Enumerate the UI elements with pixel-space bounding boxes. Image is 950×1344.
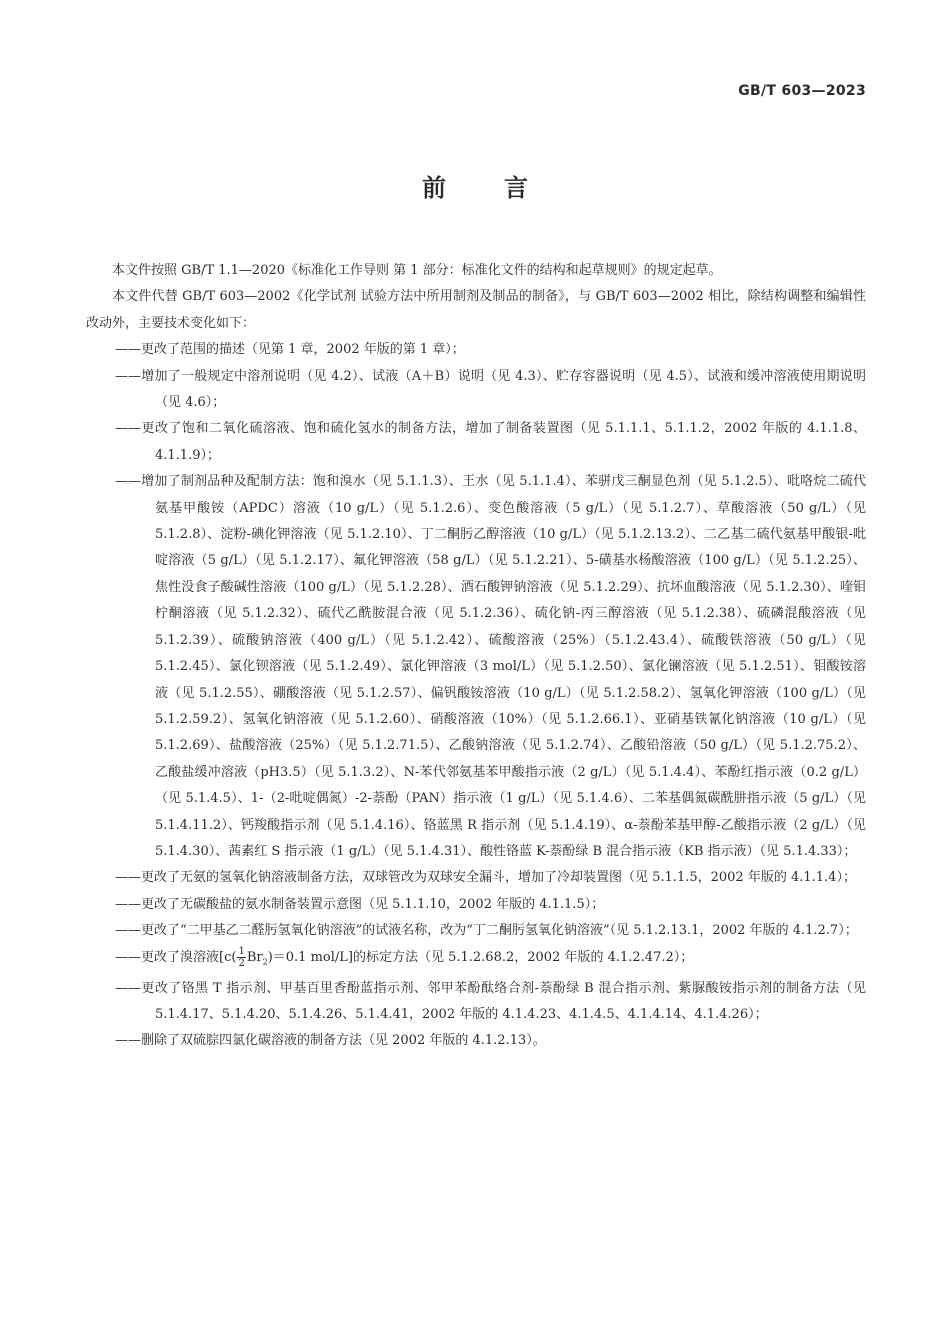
bromine-text-before: ——更改了溴溶液[c(	[115, 949, 237, 965]
list-item: ——增加了制剂品种及配制方法：饱和溴水（见 5.1.1.3）、王水（见 5.1.1.4）、苯骈戊三酮显色剂（见 5.1.2.5）、吡咯烷二硫代氨基甲酸铵（APDC）溶液（10 g/L）（见 5.1.2.6）、变色酸溶液（5 g/L）（见 5.1.2.7）、草酸溶液（50 g/L）（见 5.1.2.8）、淀粉-碘化钾溶液（见 5.1.2.10）、丁二酮肟乙醇溶液（10 g/L）（见 5.1.2.13.2）、二乙基二硫代氨基甲酸银-吡啶溶液（5 g/L）（见 5.1.2.17）、氟化钾溶液（58 g/L）（见 5.1.2.21）、5-磺基水杨酸溶液（100 g/L）（见 5.1.2.25）、焦性没食子酸碱性溶液（100 g/L）（见 5.1.2.28）、酒石酸钾钠溶液（见 5.1.2.29）、抗坏血酸溶液（见 5.1.2.30）、喹钼柠酮溶液（见 5.1.2.32）、硫代乙酰胺混合液（见 5.1.2.36）、硫化钠-丙三醇溶液（见 5.1.2.38）、硫磷混酸溶液（见 5.1.2.39）、硫酸钠溶液（400 g/L）（见 5.1.2.42）、硫酸溶液（25%）（5.1.2.43.4）、硫酸铁溶液（50 g/L）（见 5.1.2.45）、氯化钡溶液（见 5.1.2.49）、氯化钾溶液（3 mol/L）（见 5.1.2.50）、氯化镧溶液（见 5.1.2.51）、钼酸铵溶液（见 5.1.2.55）、硼酸溶液（见 5.1.2.57）、偏钒酸铵溶液（10 g/L）（见 5.1.2.58.2）、氢氧化钾溶液（100 g/L）（见 5.1.2.59.2）、氢氧化钠溶液（见 5.1.2.60）、硝酸溶液（10%）（见 5.1.2.66.1）、亚硝基铁氰化钠溶液（10 g/L）（见 5.1.2.69）、盐酸溶液（25%）（见 5.1.2.71.5）、乙酸钠溶液（见 5.1.2.74）、乙酸铅溶液（50 g/L）（见 5.1.2.75.2）、乙酸盐缓冲溶液（pH3.5）（见 5.1.3.2）、N-苯代邻氨基苯甲酸指示液（2 g/L）（见 5.1.4.4）、苯酚红指示液（0.2 g/L）（见 5.1.4.5）、1-（2-吡啶偶氮）-2-萘酚（PAN）指示液（1 g/L）（见 5.1.4.6）、二苯基偶氮碳酰肼指示液（5 g/L）（见 5.1.4.11.2）、钙羧酸指示剂（见 5.1.4.16）、铬蓝黑 R 指示剂（见 5.1.4.19）、α-萘酚苯基甲醇-乙酸指示液（2 g/L）（见 5.1.4.30）、茜素红 S 指示液（1 g/L）（见 5.1.4.31）、酸性铬蓝 K-萘酚绿 B 混合指示液（KB 指示液）（见 5.1.4.33）；	[115, 474, 866, 859]
standard-number: GB/T 603—2023	[738, 83, 866, 99]
list-item-bromine	[86, 945, 866, 976]
list-item: ——更改了无氨的氢氧化钠溶液制备方法，双球管改为双球安全漏斗，增加了冷却装置图（见 5.1.1.5，2002 年版的 4.1.1.4）；	[115, 870, 856, 886]
document-body	[86, 258, 866, 1055]
bromine-subscript: 2	[262, 957, 268, 967]
list-item: ——更改了无碳酸盐的氨水制备装置示意图（见 5.1.1.10，2002 年版的 4.1.1.5）；	[115, 896, 605, 912]
replacement-paragraph: 本文件代替 GB/T 603—2002《化学试剂 试验方法中所用制剂及制品的制备》，与 GB/T 603—2002 相比，除结构调整和编辑性改动外，主要技术变化如下：	[86, 289, 866, 331]
fraction	[237, 946, 245, 969]
bromine-formula: Br	[246, 949, 263, 965]
fraction-numerator: 1	[238, 945, 245, 957]
bromine-text-after: )＝0.1 mol/L]的标定方法（见 5.1.2.68.2，2002 年版的 4.1.2.47.2）；	[267, 949, 694, 965]
list-item: ——删除了双硫腙四氯化碳溶液的制备方法（见 2002 年版的 4.1.2.13）。	[115, 1033, 546, 1049]
list-item: ——更改了范围的描述（见第 1 章，2002 年版的第 1 章）；	[115, 342, 465, 358]
list-item: ——更改了饱和二氧化硫溶液、饱和硫化氢水的制备方法，增加了制备装置图（见 5.1.1.1、5.1.1.2，2002 年版的 4.1.1.8、4.1.1.9）；	[115, 421, 866, 463]
change-list	[86, 337, 866, 1055]
page-title: 前言	[422, 174, 586, 202]
list-item: ——更改了“二甲基乙二醛肟氢氧化钠溶液”的试液名称，改为“丁二酮肟氢氧化钠溶液”（见 5.1.2.13.1，2002 年版的 4.1.2.7）；	[115, 923, 858, 939]
list-item: ——增加了一般规定中溶剂说明（见 4.2）、试液（A＋B）说明（见 4.3）、贮存容器说明（见 4.5）、试液和缓冲溶液使用期说明（见 4.6）；	[115, 368, 866, 411]
intro-paragraph: 本文件按照 GB/T 1.1—2020《标准化工作导则 第 1 部分：标准化文件的结构和起草规则》的规定起草。	[112, 263, 722, 278]
list-item: ——更改了铬黑 T 指示剂、甲基百里香酚蓝指示剂、邻甲苯酚酞络合剂-萘酚绿 B 混合指示剂、紫脲酸铵指示剂的制备方法（见 5.1.4.17、5.1.4.20、5.1.4.26、5.1.4.41，2002 年版的 4.1.4.23、4.1.4.5、4.1.4.14、4.1.4.26）；	[115, 980, 866, 1022]
fraction-denominator: 2	[238, 957, 245, 969]
